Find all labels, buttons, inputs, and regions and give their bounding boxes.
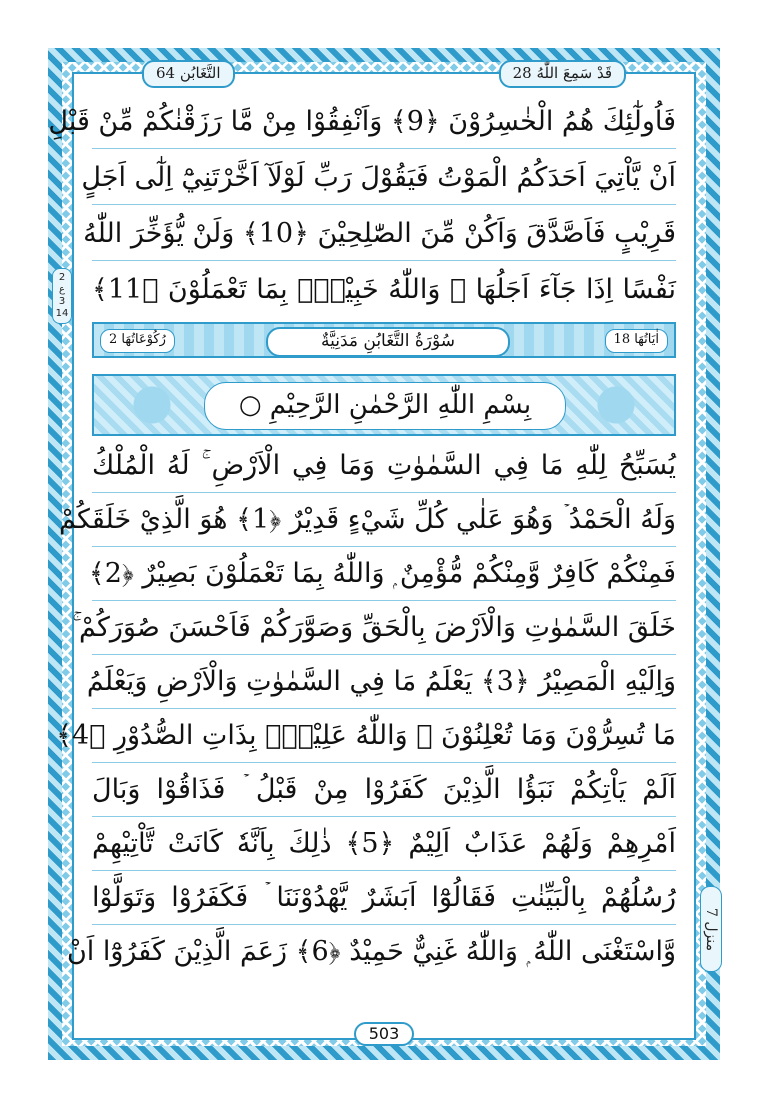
- ruku-marker-value: 3: [58, 296, 66, 307]
- surah-title: سُوْرَةُ التَّغَابُنِ مَدَنِيَّةٌ: [266, 327, 510, 357]
- text-line: خَلَقَ السَّمٰوٰتِ وَالْاَرْضَ بِالْحَقِّ وَصَوَّرَكُمْ فَاَحْسَنَ صُوَرَكُمْ ۚ: [92, 602, 676, 655]
- text-line: اَنْ يَّاْتِيَ اَحَدَكُمُ الْمَوْتُ فَيَقُوْلَ رَبِّ لَوْلَآ اَخَّرْتَنِيْٓ اِلٰٓى اَجَلٍ: [92, 152, 676, 205]
- text-line: اَمْرِهِمْ وَلَهُمْ عَذَابٌ اَلِيْمٌ ﴿5﴾ ذٰلِكَ بِاَنَّهٗ كَانَتْ تَّاْتِيْهِمْ: [92, 818, 676, 871]
- text-line: فَاُولٰٓئِكَ هُمُ الْخٰسِرُوْنَ ﴿9﴾ وَاَنْفِقُوْا مِنْ مَّا رَزَقْنٰكُمْ مِّنْ قَبْلِ: [92, 96, 676, 149]
- surah-banner: [92, 322, 676, 358]
- ruku-marker-value: ع: [59, 284, 65, 295]
- page-number: 503: [354, 1022, 414, 1046]
- ruku-marker: [52, 268, 72, 324]
- text-line: وَاِلَيْهِ الْمَصِيْرُ ﴿3﴾ يَعْلَمُ مَا فِي السَّمٰوٰتِ وَالْاَرْضِ وَيَعْلَمُ: [92, 656, 676, 709]
- rukus-count: رُكُوْعَاتُهَا 2: [100, 329, 175, 353]
- text-line: رُسُلُهُمْ بِالْبَيِّنٰتِ فَقَالُوْٓا اَبَشَرٌ يَّهْدُوْنَنَا ۡ فَكَفَرُوْا وَتَوَلَّوْا: [92, 872, 676, 925]
- text-line: فَمِنْكُمْ كَافِرٌ وَّمِنْكُمْ مُّؤْمِنٌ ۭ وَاللّٰهُ بِمَا تَعْمَلُوْنَ بَصِيْرٌ ﴿2﴾: [92, 548, 676, 601]
- juz-name-label: قَدْ سَمِعَ اللّٰهُ 28: [499, 60, 626, 88]
- text-line: اَلَمْ يَاْتِكُمْ نَبَؤُا الَّذِيْنَ كَفَرُوْا مِنْ قَبْلُ ۡ فَذَاقُوْا وَبَالَ: [92, 764, 676, 817]
- text-line: وَلَهُ الْحَمْدُ ۡ وَهُوَ عَلٰي كُلِّ شَيْءٍ قَدِيْرٌ ﴿1﴾ هُوَ الَّذِيْ خَلَقَكُمْ: [92, 494, 676, 547]
- bismillah-panel: [92, 374, 676, 436]
- bismillah-text: بِسْمِ اللّٰهِ الرَّحْمٰنِ الرَّحِيْمِ ○: [204, 382, 566, 430]
- text-line: مَا تُسِرُّوْنَ وَمَا تُعْلِنُوْنَ ۭ وَاللّٰهُ عَلِيْمٌۢ بِذَاتِ الصُّدُوْرِ ﴿4﴾: [92, 710, 676, 763]
- page-header: [72, 58, 696, 86]
- surah-name-label: التَّغَابُن 64: [142, 60, 235, 88]
- manzil-marker: منزل 7: [700, 886, 722, 972]
- ruku-marker-value: 2: [58, 272, 66, 283]
- text-line: نَفْسًا اِذَا جَآءَ اَجَلُهَا ۭ وَاللّٰهُ خَبِيْرٌۢ بِمَا تَعْمَلُوْنَ ﴿11﴾: [92, 274, 676, 305]
- ruku-marker-value: 14: [55, 308, 69, 319]
- text-line: يُسَبِّحُ لِلّٰهِ مَا فِي السَّمٰوٰتِ وَمَا فِي الْاَرْضِ ۚ لَهُ الْمُلْكُ: [92, 440, 676, 493]
- text-line: قَرِيْبٍ فَاَصَّدَّقَ وَاَكُنْ مِّنَ الصّٰلِحِيْنَ ﴿10﴾ وَلَنْ يُّؤَخِّرَ اللّٰهُ: [92, 208, 676, 261]
- ayat-count: اٰيَاتُهَا 18: [605, 329, 668, 353]
- text-line: وَّاسْتَغْنَى اللّٰهُ ۭ وَاللّٰهُ غَنِيٌّ حَمِيْدٌ ﴿6﴾ زَعَمَ الَّذِيْنَ كَفَرُوْٓا اَنْ: [66, 936, 676, 967]
